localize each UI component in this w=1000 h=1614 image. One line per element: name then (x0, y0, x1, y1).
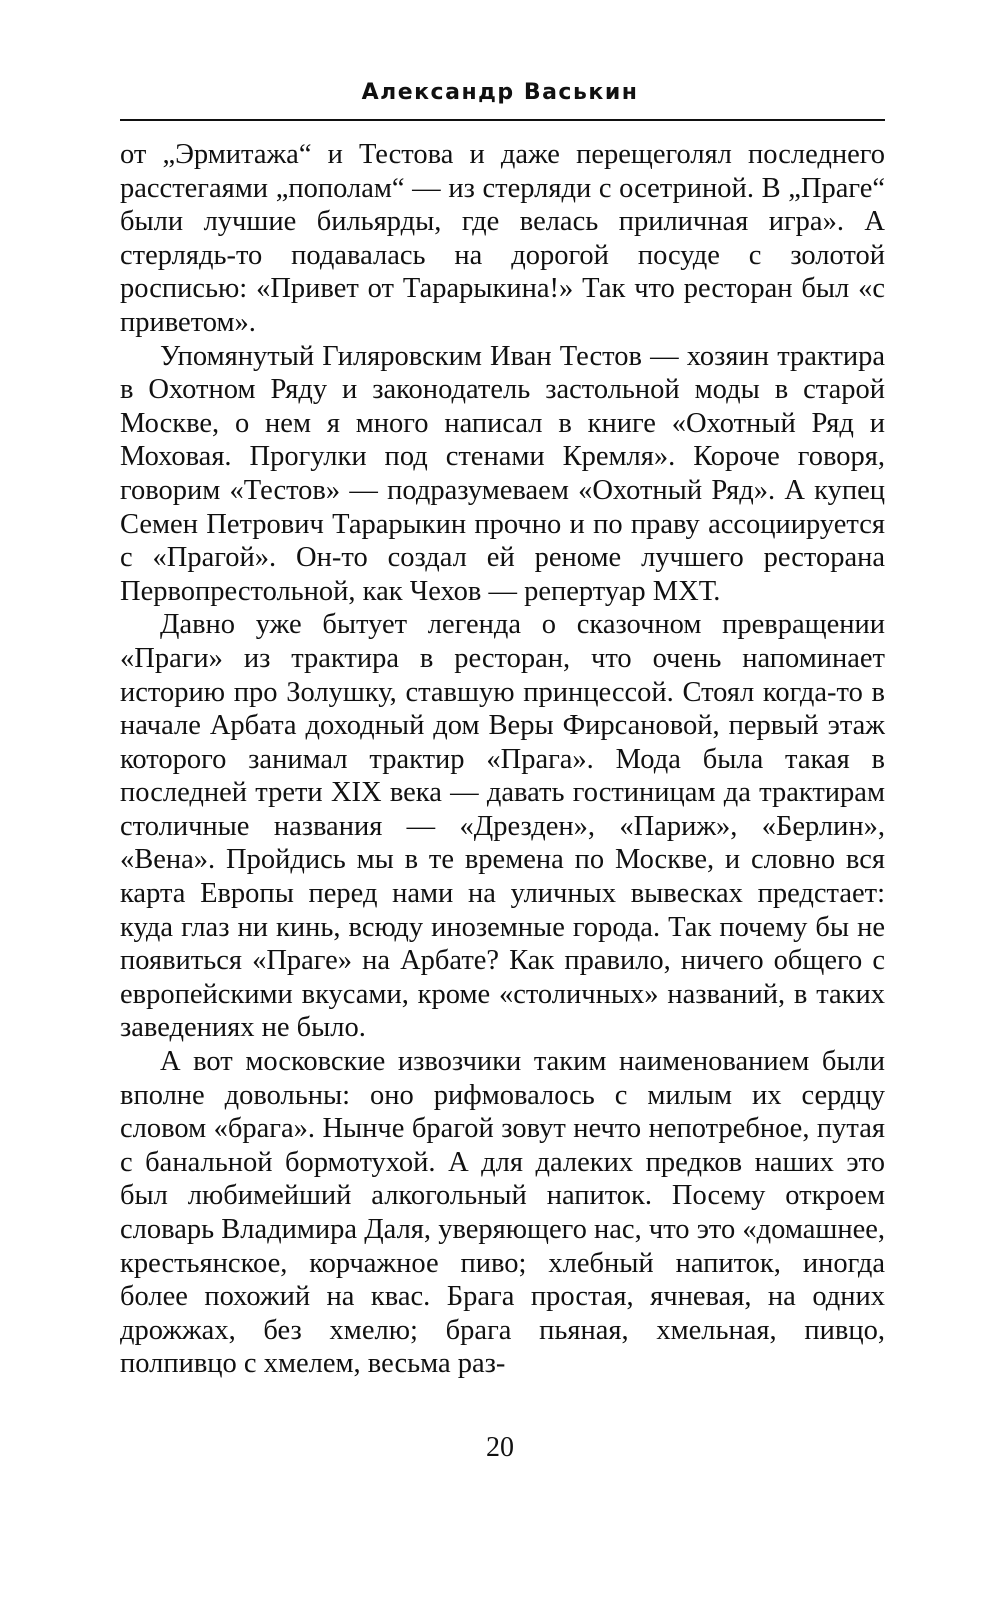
paragraph-testov: Упомянутый Гиляровским Иван Тестов — хозяин трактира в Охотном Ряду и законодатель застольной моды в старой Москве, о нем я много написал в книге «Охотный Ряд и Моховая. Прогулки под стенами Кремля». Короче говоря, говорим «Тестов» — подразумеваем «Охотный Ряд». А купец Семен Петрович Тарарыкин прочно и по праву ассоциируется с «Прагой». Он-то создал ей реноме лучшего ресторана Первопрестольной, как Чехов — репертуар МХТ. (120, 340, 885, 607)
paragraph-legend: Давно уже бытует легенда о сказочном превращении «Праги» из трактира в ресторан, что очень напоминает историю про Золушку, ставшую принцессой. Стоял когда-то в начале Арбата доходный дом Веры Фирсановой, первый этаж которого занимал трактир «Прага». Мода была такая в последней трети XIX века — давать гостиницам да трактирам столичные названия — «Дрезден», «Париж», «Берлин», «Вена». Пройдись мы в те времена по Москве, и словно вся карта Европы перед нами на уличных вывесках предстает: куда глаз ни кинь, всюду иноземные города. Так почему бы не появиться «Праге» на Арбате? Как правило, ничего общего с европейскими вкусами, кроме «столичных» названий, в таких заведениях не было. (120, 609, 885, 1044)
running-head-author: Александр Васькин (361, 80, 639, 105)
paragraph-braga: А вот московские извозчики таким наименованием были вполне довольны: оно рифмовалось с милым их сердцу словом «брага». Нынче брагой зовут нечто непотребное, путая с банальной бормотухой. А для далеких предков наших это был любимейший алкогольный напиток. Посему откроем словарь Владимира Даля, уверяющего нас, что это «домашнее, крестьянское, корчажное пиво; хлебный напиток, иногда более похожий на квас. Брага простая, ячневая, на одних дрожжах, без хмелю; брага пьяная, хмельная, пивцо, полпивцо с хмелем, весьма раз- (120, 1046, 885, 1380)
page-number: 20 (486, 1432, 514, 1463)
body-text (120, 138, 885, 1381)
header-rule (120, 119, 885, 121)
paragraph-continuation: от „Эрмитажа“ и Тестова и даже перещеголял последнего расстегаями „пополам“ — из стерляди с осетриной. В „Праге“ были лучшие бильярды, где велась приличная игра». А стерлядь-то подавалась на дорогой посуде с золотой росписью: «Привет от Тарарыкина!» Так что ресторан был «с приветом». (120, 139, 885, 338)
